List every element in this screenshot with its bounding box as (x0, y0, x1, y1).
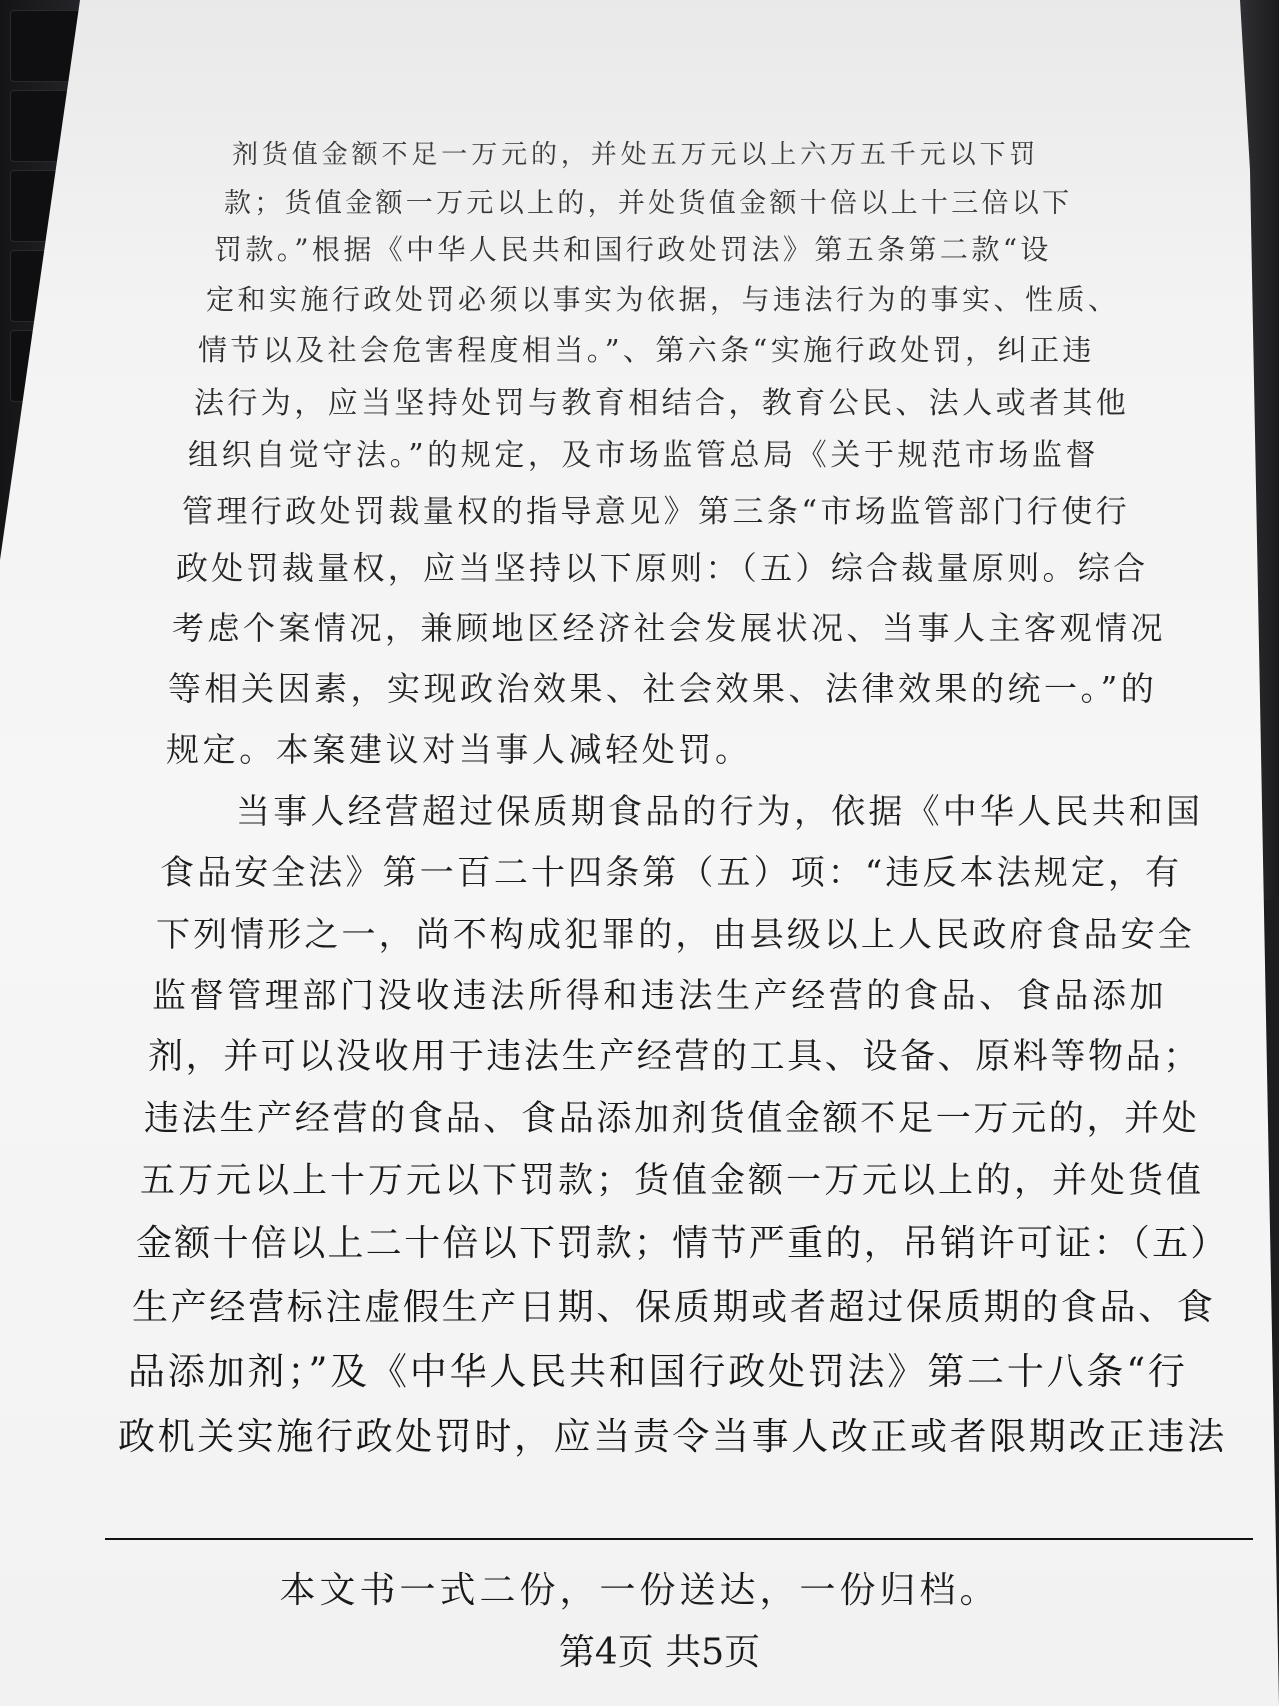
text-line: 监督管理部门没收违法所得和违法生产经营的食品、食品添加 (152, 976, 1168, 1016)
text-line: 品添加剂；”及《中华人民共和国行政处罚法》第二十八条“行 (128, 1350, 1188, 1393)
text-line: 剂货值金额不足一万元的，并处五万元以上六万五千元以下罚 (232, 140, 1040, 170)
text-line: 情节以及社会危害程度相当。”、第六条“实施行政处罚，纠正违 (198, 333, 1095, 367)
text-line: 当事人经营超过保质期食品的行为，依据《中华人民共和国 (236, 792, 1204, 832)
page-number: 第4页 共5页 (558, 1632, 761, 1673)
text-line: 管理行政处罚裁量权的指导意见》第三条“市场监管部门行使行 (182, 494, 1131, 530)
footer-divider (105, 1538, 1253, 1540)
text-line: 金额十倍以上二十倍以下罚款；情节严重的，吊销许可证：（五） (136, 1223, 1229, 1264)
text-line: 食品安全法》第一百二十四条第（五）项：“违反本法规定，有 (160, 853, 1183, 893)
footer-note: 本文书一式二份，一份送达，一份归档。 (279, 1570, 1000, 1611)
text-line: 组织自觉守法。”的规定，及市场监管总局《关于规范市场监督 (188, 438, 1100, 473)
text-line: 定和实施行政处罚必须以事实为依据，与违法行为的事实、性质、 (206, 283, 1120, 316)
text-line: 规定。本案建议对当事人减轻处罚。 (166, 730, 752, 769)
text-line: 政处罚裁量权，应当坚持以下原则：（五）综合裁量原则。综合 (176, 549, 1149, 587)
text-line: 政机关实施行政处罚时，应当责令当事人改正或者限期改正违法 (118, 1415, 1227, 1458)
text-line: 剂，并可以没收用于违法生产经营的工具、设备、原料等物品； (148, 1037, 1201, 1077)
text-line: 五万元以上十万元以下罚款；货值金额一万元以上的，并处货值 (140, 1161, 1205, 1201)
text-line: 违法生产经营的食品、食品添加剂货值金额不足一万元的，并处 (144, 1099, 1200, 1139)
text-line: 罚款。”根据《中华人民共和国行政处罚法》第五条第二款“设 (214, 233, 1052, 266)
text-line: 款；货值金额一万元以上的，并处货值金额十倍以上十三倍以下 (224, 188, 1073, 219)
text-line: 法行为，应当坚持处罚与教育相结合，教育公民、法人或者其他 (194, 386, 1130, 421)
text-line: 考虑个案情况，兼顾地区经济社会发展状况、当事人主客观情况 (172, 609, 1167, 647)
text-line: 下列情形之一，尚不构成犯罪的，由县级以上人民政府食品安全 (156, 915, 1195, 955)
text-line: 等相关因素，实现政治效果、社会效果、法律效果的统一。”的 (168, 669, 1158, 708)
text-line: 生产经营标注虚假生产日期、保质期或者超过保质期的食品、食 (132, 1287, 1216, 1328)
